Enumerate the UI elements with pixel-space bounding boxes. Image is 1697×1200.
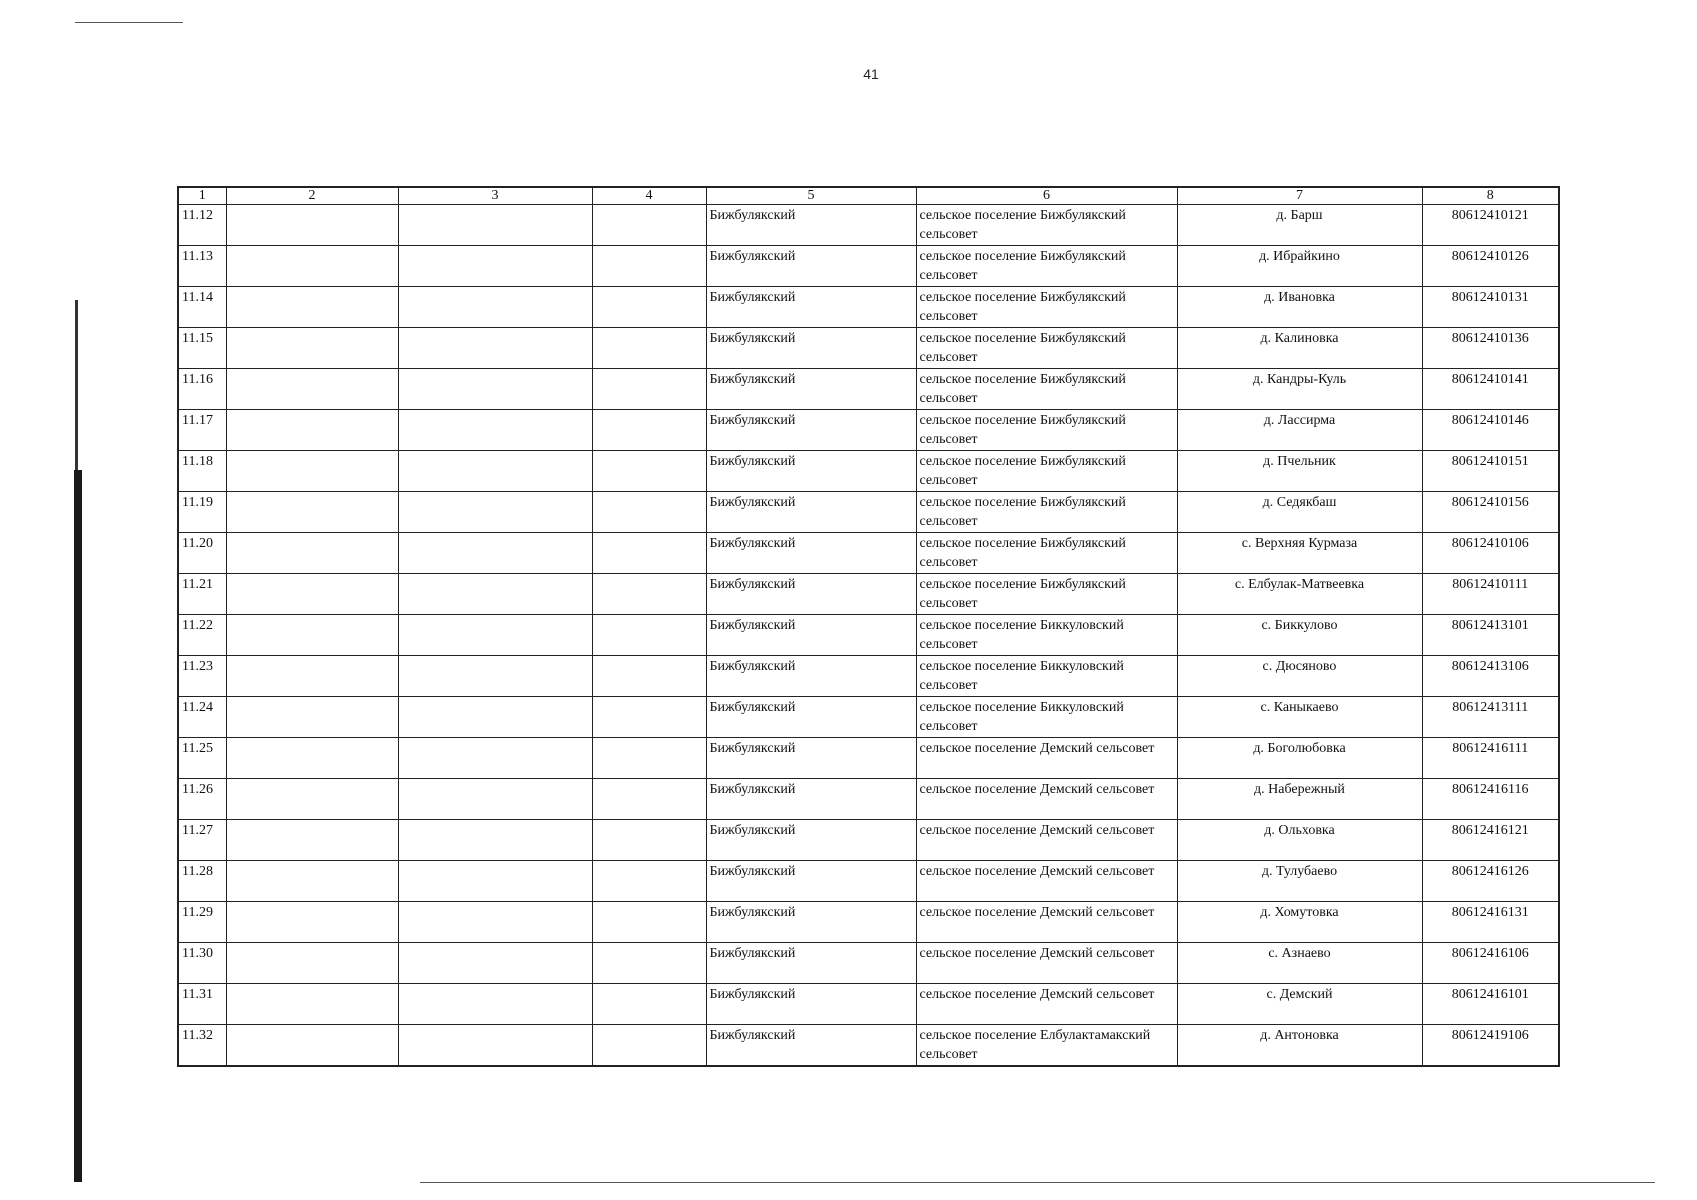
- cell-col-3: [398, 533, 592, 574]
- row-number: 11.26: [178, 779, 226, 820]
- locality-cell: с. Демский: [1177, 984, 1422, 1025]
- locality-cell: с. Каныкаево: [1177, 697, 1422, 738]
- col-header-6: 6: [916, 187, 1177, 205]
- cell-col-4: [592, 615, 706, 656]
- table-row: [178, 779, 1559, 820]
- table-row: [178, 656, 1559, 697]
- cell-col-4: [592, 246, 706, 287]
- district-cell: Бижбулякский: [706, 943, 916, 984]
- cell-col-2: [226, 574, 398, 615]
- cell-col-3: [398, 902, 592, 943]
- code-cell: 80612410146: [1422, 410, 1559, 451]
- row-number: 11.20: [178, 533, 226, 574]
- settlement-cell: сельское поселение Бижбулякский сельсовет: [916, 369, 1177, 410]
- col-header-8: 8: [1422, 187, 1559, 205]
- cell-col-2: [226, 246, 398, 287]
- cell-col-2: [226, 492, 398, 533]
- district-cell: Бижбулякский: [706, 328, 916, 369]
- district-cell: Бижбулякский: [706, 1025, 916, 1067]
- cell-col-2: [226, 410, 398, 451]
- code-cell: 80612413101: [1422, 615, 1559, 656]
- top-rule: [75, 22, 183, 23]
- code-cell: 80612413106: [1422, 656, 1559, 697]
- row-number: 11.14: [178, 287, 226, 328]
- settlement-cell: сельское поселение Демский сельсовет: [916, 738, 1177, 779]
- cell-col-2: [226, 779, 398, 820]
- cell-col-4: [592, 410, 706, 451]
- cell-col-3: [398, 205, 592, 246]
- cell-col-3: [398, 492, 592, 533]
- settlement-cell: сельское поселение Бижбулякский сельсовет: [916, 287, 1177, 328]
- cell-col-4: [592, 205, 706, 246]
- cell-col-3: [398, 1025, 592, 1067]
- cell-col-2: [226, 1025, 398, 1067]
- settlement-cell: сельское поселение Демский сельсовет: [916, 943, 1177, 984]
- district-cell: Бижбулякский: [706, 410, 916, 451]
- district-cell: Бижбулякский: [706, 984, 916, 1025]
- cell-col-2: [226, 287, 398, 328]
- cell-col-4: [592, 451, 706, 492]
- col-header-3: 3: [398, 187, 592, 205]
- district-cell: Бижбулякский: [706, 656, 916, 697]
- code-cell: 80612410156: [1422, 492, 1559, 533]
- code-cell: 80612410126: [1422, 246, 1559, 287]
- row-number: 11.22: [178, 615, 226, 656]
- settlement-cell: сельское поселение Елбулактамакский сельсовет: [916, 1025, 1177, 1067]
- cell-col-4: [592, 492, 706, 533]
- table-row: [178, 861, 1559, 902]
- table-row: [178, 533, 1559, 574]
- table-row: [178, 246, 1559, 287]
- district-cell: Бижбулякский: [706, 205, 916, 246]
- code-cell: 80612410141: [1422, 369, 1559, 410]
- row-number: 11.30: [178, 943, 226, 984]
- code-cell: 80612416106: [1422, 943, 1559, 984]
- district-cell: Бижбулякский: [706, 492, 916, 533]
- district-cell: Бижбулякский: [706, 287, 916, 328]
- cell-col-2: [226, 943, 398, 984]
- row-number: 11.25: [178, 738, 226, 779]
- district-cell: Бижбулякский: [706, 574, 916, 615]
- row-number: 11.15: [178, 328, 226, 369]
- cell-col-2: [226, 984, 398, 1025]
- cell-col-2: [226, 451, 398, 492]
- settlement-cell: сельское поселение Бижбулякский сельсовет: [916, 328, 1177, 369]
- scan-edge-bar: [74, 470, 82, 1182]
- code-cell: 80612416101: [1422, 984, 1559, 1025]
- district-cell: Бижбулякский: [706, 246, 916, 287]
- settlement-cell: сельское поселение Демский сельсовет: [916, 779, 1177, 820]
- cell-col-3: [398, 861, 592, 902]
- district-cell: Бижбулякский: [706, 615, 916, 656]
- table-row: [178, 820, 1559, 861]
- cell-col-4: [592, 328, 706, 369]
- row-number: 11.27: [178, 820, 226, 861]
- cell-col-2: [226, 697, 398, 738]
- row-number: 11.23: [178, 656, 226, 697]
- cell-col-4: [592, 1025, 706, 1067]
- table-row: [178, 410, 1559, 451]
- locality-cell: с. Азнаево: [1177, 943, 1422, 984]
- cell-col-3: [398, 574, 592, 615]
- table-row: [178, 1025, 1559, 1067]
- cell-col-3: [398, 779, 592, 820]
- cell-col-4: [592, 656, 706, 697]
- cell-col-2: [226, 738, 398, 779]
- settlement-cell: сельское поселение Биккуловский сельсовет: [916, 656, 1177, 697]
- locality-cell: д. Набережный: [1177, 779, 1422, 820]
- table-row: [178, 369, 1559, 410]
- row-number: 11.29: [178, 902, 226, 943]
- locality-cell: с. Дюсяново: [1177, 656, 1422, 697]
- row-number: 11.18: [178, 451, 226, 492]
- settlement-cell: сельское поселение Бижбулякский сельсовет: [916, 205, 1177, 246]
- district-cell: Бижбулякский: [706, 533, 916, 574]
- settlement-cell: сельское поселение Бижбулякский сельсовет: [916, 246, 1177, 287]
- cell-col-3: [398, 984, 592, 1025]
- code-cell: 80612410121: [1422, 205, 1559, 246]
- settlement-cell: сельское поселение Бижбулякский сельсовет: [916, 574, 1177, 615]
- locality-cell: с. Биккулово: [1177, 615, 1422, 656]
- code-cell: 80612416111: [1422, 738, 1559, 779]
- cell-col-2: [226, 820, 398, 861]
- district-cell: Бижбулякский: [706, 902, 916, 943]
- cell-col-3: [398, 287, 592, 328]
- cell-col-4: [592, 287, 706, 328]
- locality-cell: д. Барш: [1177, 205, 1422, 246]
- row-number: 11.28: [178, 861, 226, 902]
- locality-cell: д. Лассирма: [1177, 410, 1422, 451]
- locality-cell: д. Пчельник: [1177, 451, 1422, 492]
- row-number: 11.13: [178, 246, 226, 287]
- cell-col-3: [398, 820, 592, 861]
- table-row: [178, 902, 1559, 943]
- cell-col-4: [592, 943, 706, 984]
- locality-cell: д. Ивановка: [1177, 287, 1422, 328]
- cell-col-4: [592, 820, 706, 861]
- col-header-7: 7: [1177, 187, 1422, 205]
- cell-col-3: [398, 328, 592, 369]
- cell-col-2: [226, 861, 398, 902]
- col-header-2: 2: [226, 187, 398, 205]
- settlement-cell: сельское поселение Демский сельсовет: [916, 902, 1177, 943]
- locality-cell: д. Ольховка: [1177, 820, 1422, 861]
- locality-cell: с. Елбулак-Матвеевка: [1177, 574, 1422, 615]
- cell-col-2: [226, 205, 398, 246]
- table-row: [178, 287, 1559, 328]
- locality-cell: д. Ибрайкино: [1177, 246, 1422, 287]
- row-number: 11.12: [178, 205, 226, 246]
- locality-cell: д. Боголюбовка: [1177, 738, 1422, 779]
- locality-cell: д. Калиновка: [1177, 328, 1422, 369]
- cell-col-2: [226, 369, 398, 410]
- cell-col-3: [398, 615, 592, 656]
- bottom-rule: [420, 1182, 1655, 1183]
- settlement-cell: сельское поселение Бижбулякский сельсовет: [916, 410, 1177, 451]
- code-cell: 80612410136: [1422, 328, 1559, 369]
- code-cell: 80612416126: [1422, 861, 1559, 902]
- cell-col-3: [398, 369, 592, 410]
- district-cell: Бижбулякский: [706, 697, 916, 738]
- code-cell: 80612410111: [1422, 574, 1559, 615]
- code-cell: 80612410106: [1422, 533, 1559, 574]
- locality-cell: с. Верхняя Курмаза: [1177, 533, 1422, 574]
- page-number: 41: [863, 66, 879, 82]
- row-number: 11.32: [178, 1025, 226, 1067]
- settlement-cell: сельское поселение Бижбулякский сельсовет: [916, 492, 1177, 533]
- table-row: [178, 451, 1559, 492]
- header-row: [178, 187, 1559, 205]
- cell-col-3: [398, 943, 592, 984]
- settlement-cell: сельское поселение Демский сельсовет: [916, 984, 1177, 1025]
- code-cell: 80612419106: [1422, 1025, 1559, 1067]
- table-row: [178, 205, 1559, 246]
- cell-col-2: [226, 902, 398, 943]
- cell-col-2: [226, 328, 398, 369]
- table-row: [178, 615, 1559, 656]
- code-cell: 80612416121: [1422, 820, 1559, 861]
- locality-cell: д. Седякбаш: [1177, 492, 1422, 533]
- cell-col-3: [398, 246, 592, 287]
- settlements-table: [177, 186, 1560, 1067]
- cell-col-3: [398, 697, 592, 738]
- cell-col-4: [592, 861, 706, 902]
- cell-col-4: [592, 533, 706, 574]
- code-cell: 80612416116: [1422, 779, 1559, 820]
- table-row: [178, 943, 1559, 984]
- table-row: [178, 492, 1559, 533]
- settlement-cell: сельское поселение Демский сельсовет: [916, 820, 1177, 861]
- row-number: 11.16: [178, 369, 226, 410]
- cell-col-3: [398, 410, 592, 451]
- code-cell: 80612413111: [1422, 697, 1559, 738]
- row-number: 11.24: [178, 697, 226, 738]
- locality-cell: д. Кандры-Куль: [1177, 369, 1422, 410]
- cell-col-3: [398, 656, 592, 697]
- cell-col-4: [592, 984, 706, 1025]
- district-cell: Бижбулякский: [706, 369, 916, 410]
- settlement-cell: сельское поселение Биккуловский сельсовет: [916, 697, 1177, 738]
- table-row: [178, 328, 1559, 369]
- locality-cell: д. Тулубаево: [1177, 861, 1422, 902]
- cell-col-2: [226, 533, 398, 574]
- district-cell: Бижбулякский: [706, 738, 916, 779]
- code-cell: 80612410151: [1422, 451, 1559, 492]
- col-header-4: 4: [592, 187, 706, 205]
- cell-col-4: [592, 574, 706, 615]
- cell-col-4: [592, 902, 706, 943]
- table-row: [178, 984, 1559, 1025]
- locality-cell: д. Антоновка: [1177, 1025, 1422, 1067]
- row-number: 11.19: [178, 492, 226, 533]
- table-row: [178, 574, 1559, 615]
- settlement-cell: сельское поселение Бижбулякский сельсовет: [916, 451, 1177, 492]
- code-cell: 80612416131: [1422, 902, 1559, 943]
- cell-col-3: [398, 451, 592, 492]
- col-header-5: 5: [706, 187, 916, 205]
- table-row: [178, 738, 1559, 779]
- settlement-cell: сельское поселение Биккуловский сельсовет: [916, 615, 1177, 656]
- row-number: 11.21: [178, 574, 226, 615]
- district-cell: Бижбулякский: [706, 779, 916, 820]
- cell-col-4: [592, 697, 706, 738]
- district-cell: Бижбулякский: [706, 451, 916, 492]
- settlement-cell: сельское поселение Демский сельсовет: [916, 861, 1177, 902]
- settlement-cell: сельское поселение Бижбулякский сельсовет: [916, 533, 1177, 574]
- code-cell: 80612410131: [1422, 287, 1559, 328]
- row-number: 11.31: [178, 984, 226, 1025]
- row-number: 11.17: [178, 410, 226, 451]
- cell-col-4: [592, 779, 706, 820]
- cell-col-2: [226, 656, 398, 697]
- district-cell: Бижбулякский: [706, 820, 916, 861]
- cell-col-3: [398, 738, 592, 779]
- col-header-1: 1: [178, 187, 226, 205]
- locality-cell: д. Хомутовка: [1177, 902, 1422, 943]
- table-row: [178, 697, 1559, 738]
- district-cell: Бижбулякский: [706, 861, 916, 902]
- scan-edge-mark: [75, 300, 78, 470]
- cell-col-4: [592, 738, 706, 779]
- cell-col-2: [226, 615, 398, 656]
- cell-col-4: [592, 369, 706, 410]
